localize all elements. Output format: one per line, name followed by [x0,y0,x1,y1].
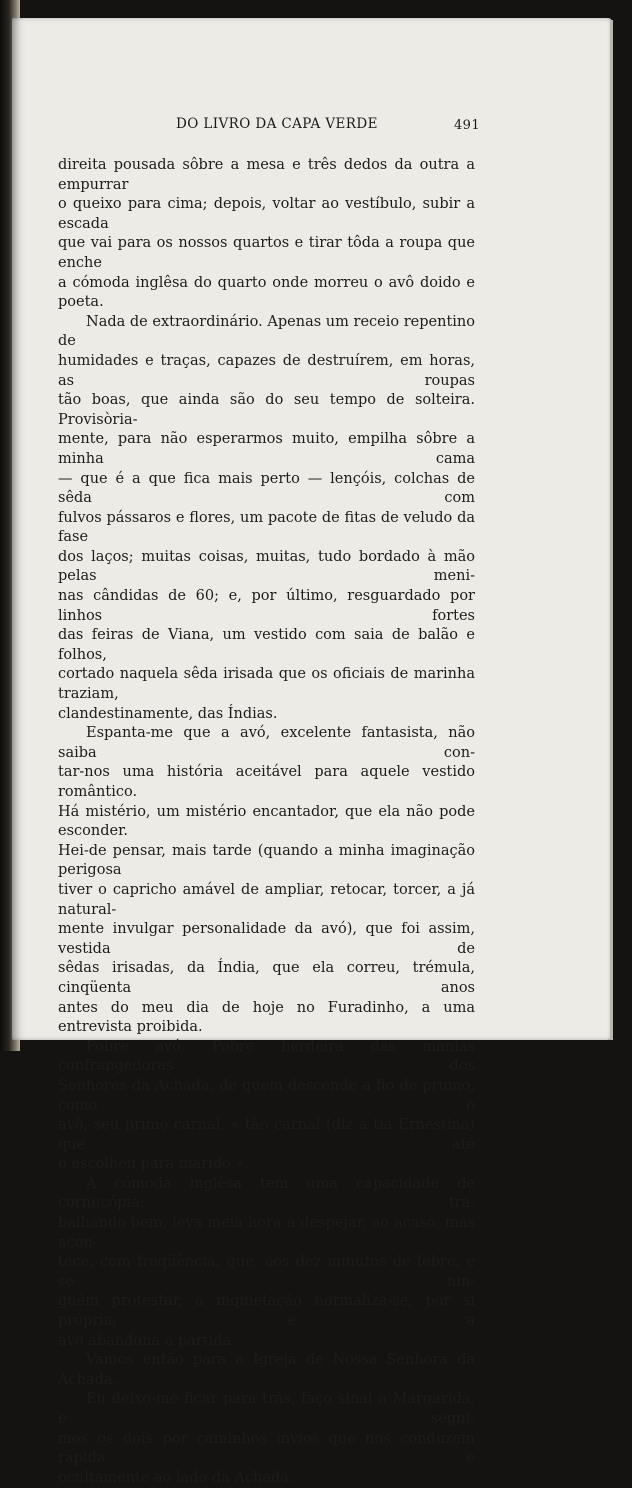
paragraph [58,724,475,1038]
text-line: cortado naquela sêda irisada que os oficiais de marinha traziam, [58,666,475,703]
text-line: Hei-de pensar, mais tarde (quando a minha imaginação perigosa [58,842,475,879]
text-line: tiver o capricho amável de ampliar, retocar, torcer, a já natural- [58,881,475,918]
body-text [58,156,475,1488]
page-number: 491 [454,118,481,133]
text-line: direita pousada sôbre a mesa e três dedos da outra a empurrar [58,157,475,193]
text-line: o queixo para cima; depois, voltar ao vestíbulo, subir a escada [58,196,475,232]
text-line: Vamos então para a Igreja de Nossa Senhora da Achada. [58,1352,475,1388]
text-line: mos os dois por caminhos ínvios que nos conduzem rápida e [58,1430,475,1467]
text-line: sêdas irisadas, da Índia, que ela correu, trémula, cinqüenta anos [58,960,475,996]
paragraph [58,1390,475,1488]
text-line: tar-nos uma história aceitável para aquele vestido romântico. [58,764,475,800]
running-header [176,116,481,136]
text-line: Eu deixo-me ficar para trás, faço sinal à Margarida, e segui- [58,1391,475,1427]
text-line: nas cândidas de 60; e, por último, resguardado por linhos fortes [58,588,475,624]
text-line: — que é a que fica mais perto — lençóis, colchas de sêda com [58,470,475,507]
text-line: Espanta-me que a avó, excelente fantasista, não saiba con- [58,725,475,761]
paragraph [58,1351,475,1390]
text-line: Há mistério, um mistério encantador, que ela não pode esconder. [58,803,475,840]
text-line: Pobre avó. Pobre herdeira das manias confrangedoras dos [58,1038,475,1075]
running-title: DO LIVRO DA CAPA VERDE [176,116,378,132]
text-line: avô, seu primo carnal, « tão carnal (diz a tia Ernestina) que até [58,1117,475,1153]
page-edge [610,20,613,1040]
text-line: clandestinamente, das Índias. [58,705,278,722]
text-line: A cómoda inglêsa tem uma capacidade de cornucópia; tra- [58,1175,475,1212]
text-line: avó abandona a partida. [58,1332,236,1349]
text-line: mente invulgar personalidade da avó), que foi assim, vestida de [58,921,475,957]
paragraph [58,1038,475,1175]
text-line: balhando bem, leva meia hora a despejar, ao acaso, mas acon- [58,1215,475,1251]
text-line: ocultamente ao lado da Achada. [58,1469,294,1486]
text-line: a cómoda inglêsa do quarto onde morreu o avô doido e poeta. [58,274,475,311]
text-line: humidades e traças, capazes de destruírem, em horas, as roupas [58,352,475,389]
text-line: o escolheu para marido ». [58,1156,249,1173]
text-line: fulvos pássaros e flores, um pacote de fitas de veludo da fase [58,509,475,546]
text-line: tão boas, que ainda são do seu tempo de solteira. Provisòria- [58,392,475,428]
paragraph [58,1175,475,1351]
text-line: Nada de extraordinário. Apenas um receio repentino de [58,313,475,350]
text-line: Senhores da Achada, de quem descende a fio de prumo, como o [58,1077,475,1114]
text-line: das feiras de Viana, um vestido com saia de balão e folhos, [58,627,475,663]
text-line: mente, para não esperarmos muito, empilha sôbre a minha cama [58,431,475,467]
text-line: dos laços; muitas coisas, muitas, tudo bordado à mão pelas meni- [58,548,475,585]
text-line: tece, com freqüência, que, aos dez minutos de febre, e se nin- [58,1254,475,1290]
paragraph [58,313,475,724]
paragraph [58,156,475,313]
text-line: guém protestar, a inquietação normaliza-se, por si própria, e a [58,1293,475,1330]
text-line: antes do meu dia de hoje no Furadinho, a uma entrevista proibida. [58,999,475,1036]
text-line: que vai para os nossos quartos e tirar tôda a roupa que enche [58,235,475,271]
